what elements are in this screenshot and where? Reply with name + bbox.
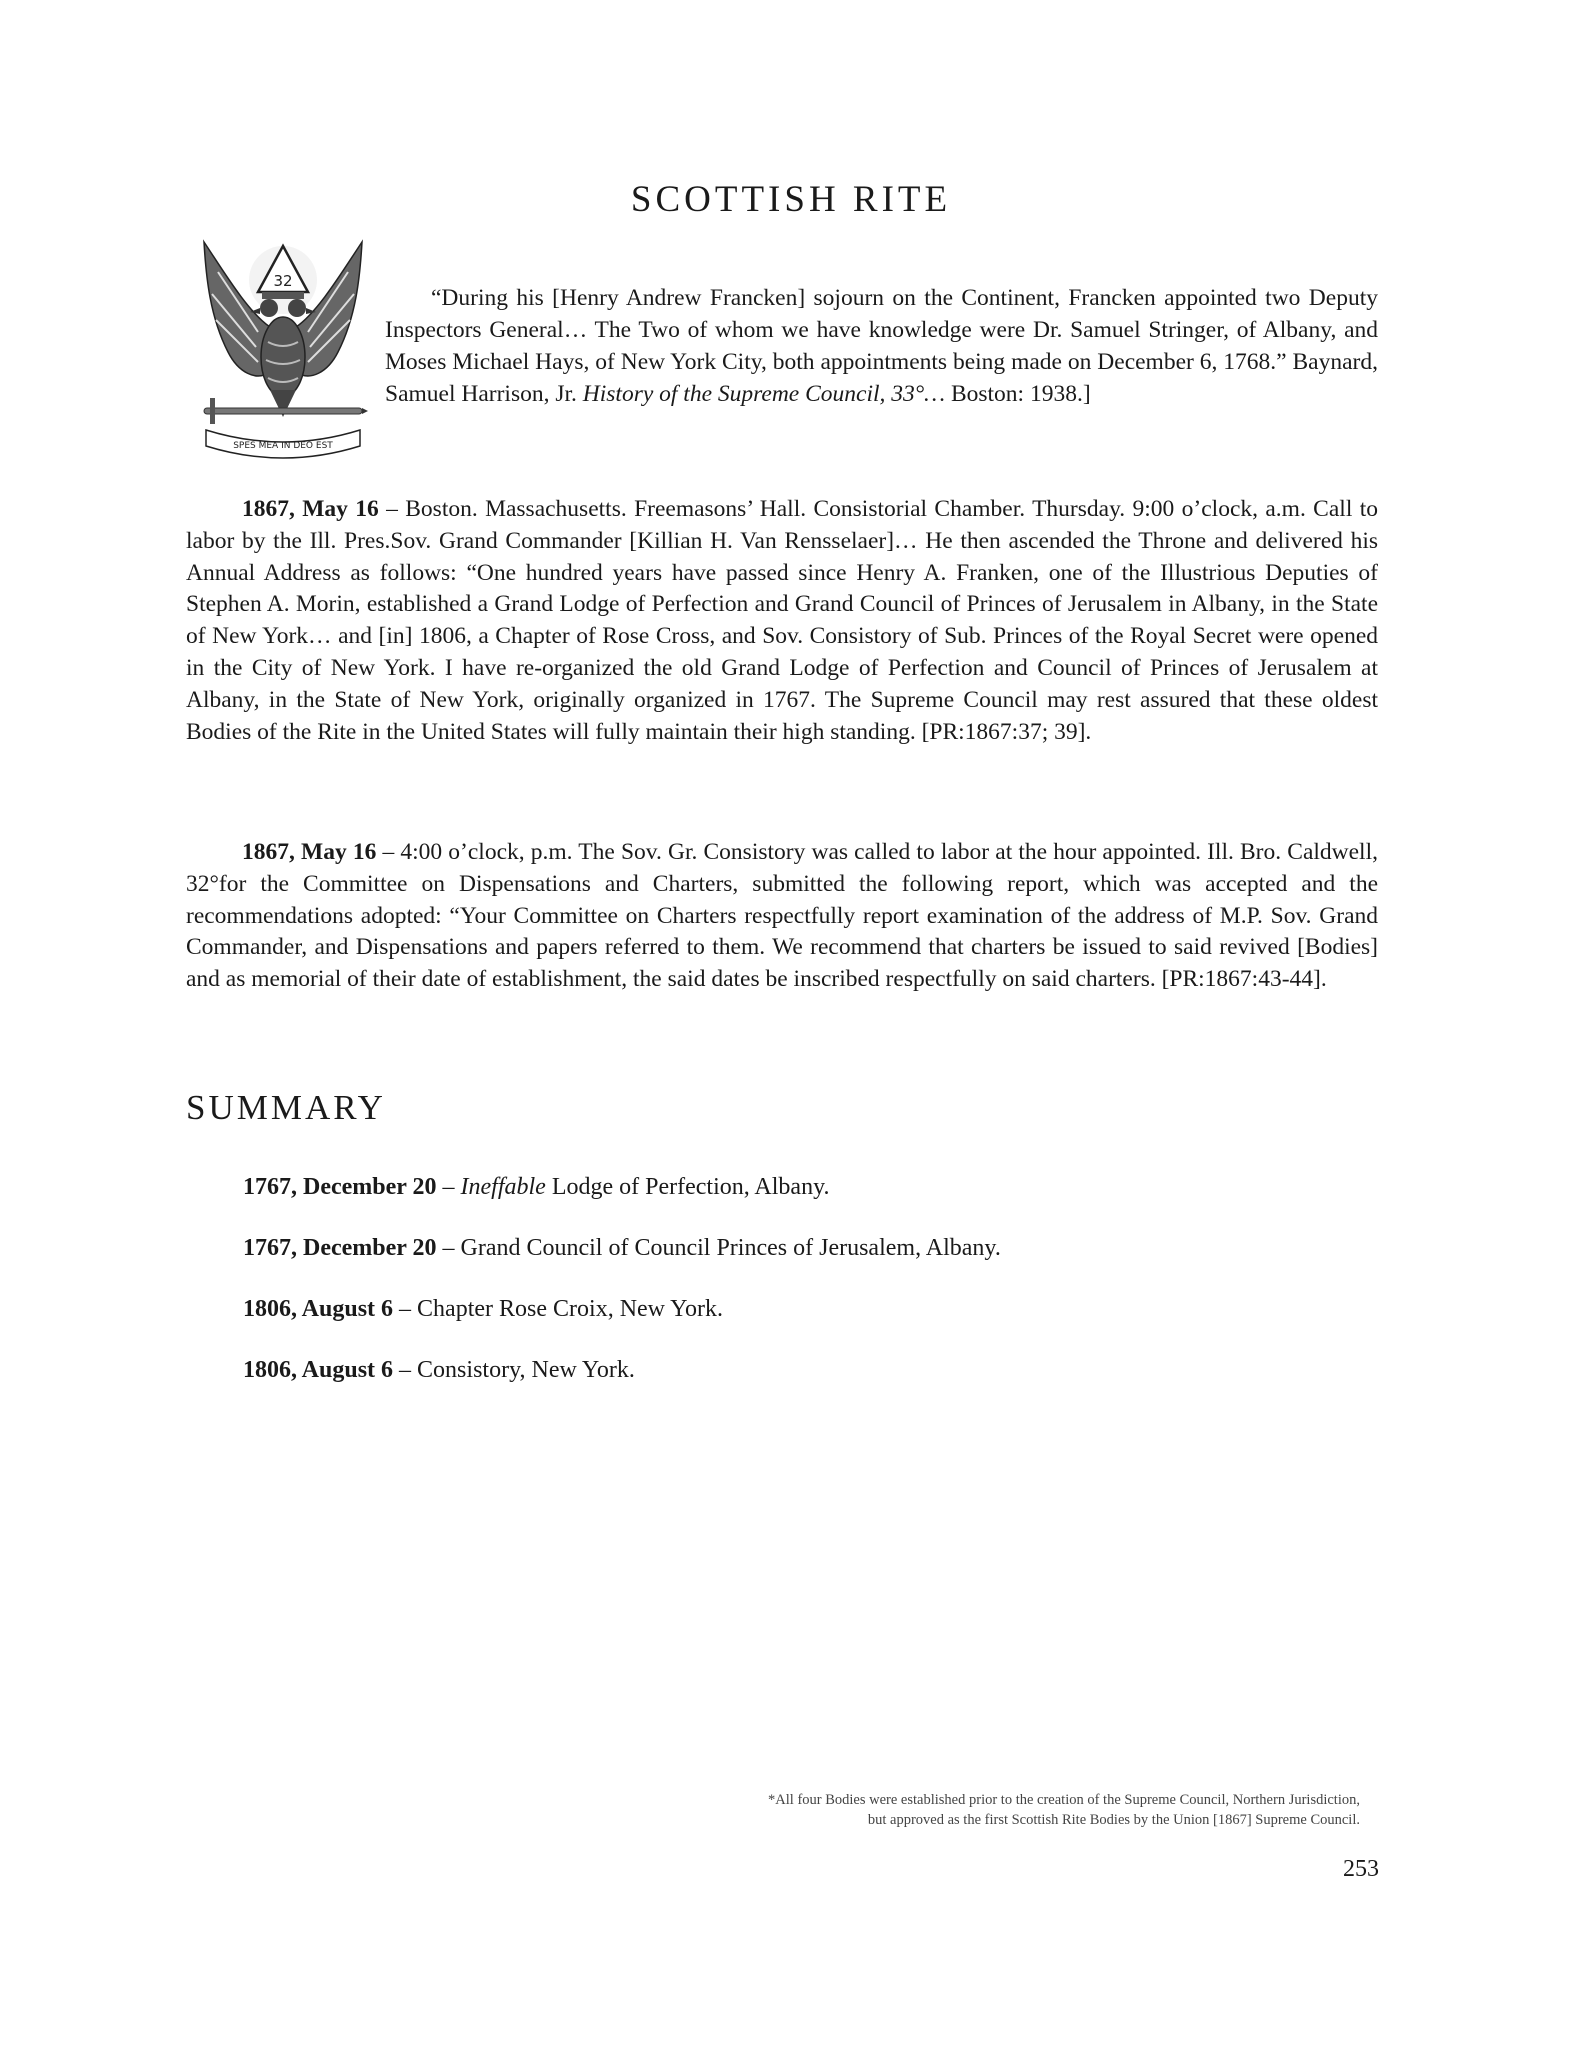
entry-date: 1867, May 16 [242,496,379,522]
entry-date: 1867, May 16 [242,839,377,865]
intro-citation-title: History of the Supreme Council, 33°… [582,381,946,407]
intro-paragraph [385,282,1378,410]
summary-text: Grand Council of Council Princes of Jerusalem, Albany. [460,1235,1001,1261]
intro-citation-tail: Boston: 1938.] [945,381,1091,407]
summary-item [243,1172,830,1202]
emblem-motto: SPES MEA IN DEO EST [233,441,333,451]
footnote-line-2: but approved as the first Scottish Rite Bodies by the Union [1867] Supreme Council. [867,1812,1360,1828]
summary-date: 1806, August 6 [243,1296,394,1322]
summary-separator: – [393,1357,418,1383]
summary-text: Lodge of Perfection, Albany. [545,1174,830,1200]
summary-text: Chapter Rose Croix, New York. [417,1296,724,1322]
summary-separator: – [436,1235,461,1261]
emblem-degree-number: 32 [273,272,293,290]
entry-text: – Boston. Massachusetts. Freemasons’ Hall. Consistorial Chamber. Thursday. 9:00 o’clock, a.m. Call to labor by the Ill. Pres.Sov. Grand Commander [Killian H. Van Rensselaer]… He then ascended the Throne and delivered his Annual Address as follows: “One hundred years have passed since Henry A. Franken, one of the Illustrious Deputies of Stephen A. Morin, established a Grand Lodge of Perfection and Grand Council of Princes of Jerusalem in Albany, in the State of New York… and [in] 1806, a Chapter of Rose Cross, and Sov. Consistory of Sub. Princes of the Royal Secret were opened in the City of New York. I have re-organized the old Grand Lodge of Perfection and Council of Princes of Jerusalem at Albany, in the State of New York, originally organized in 1767. The Supreme Council may rest assured that these oldest Bodies of the Rite in the United States will fully maintain their high standing. [PR:1867:37; 39]. [186,496,1378,745]
page-title: SCOTTISH RITE [630,179,952,220]
chronology-entry [186,494,1378,748]
intro-text: “During his [Henry Andrew Francken] sojourn on the Continent, Francken appointed two Deputy Inspectors General… The Two of whom we have knowledge were Dr. Samuel Stringer, of Albany, and Moses Michael Hays, of New York City, both appointments being made on December 6, 1768.” Baynard, Samuel Harrison, Jr. [385,285,1378,407]
summary-separator: – [393,1296,418,1322]
summary-item [243,1294,723,1324]
summary-item [243,1355,635,1385]
summary-item [243,1233,1001,1263]
entry-text: – 4:00 o’clock, p.m. The Sov. Gr. Consistory was called to labor at the hour appointed. Ill. Bro. Caldwell, 32°for the Committee on Dispensations and Charters, submitted the following report, which was accepted and the recommendations adopted: “Your Committee on Charters respectfully report examination of the address of M.P. Sov. Grand Commander, and Dispensations and papers referred to them. We recommend that charters be issued to said revived [Bodies] and as memorial of their date of establishment, the said dates be inscribed respectfully on said charters. [PR:1867:43-44]. [186,839,1378,993]
footnote-line-1: *All four Bodies were established prior to the creation of the Supreme Council, Northern Jurisdiction, [768,1792,1360,1808]
summary-separator: – [436,1174,461,1200]
summary-date: 1767, December 20 [243,1235,437,1261]
summary-italic: Ineffable [460,1174,546,1200]
summary-date: 1806, August 6 [243,1357,394,1383]
chronology-entry [186,837,1378,996]
page-number: 253 [1343,1856,1379,1882]
double-headed-eagle-icon [198,232,368,464]
footnote [768,1790,1360,1830]
summary-text: Consistory, New York. [417,1357,635,1383]
summary-heading: SUMMARY [186,1088,386,1127]
summary-date: 1767, December 20 [243,1174,437,1200]
